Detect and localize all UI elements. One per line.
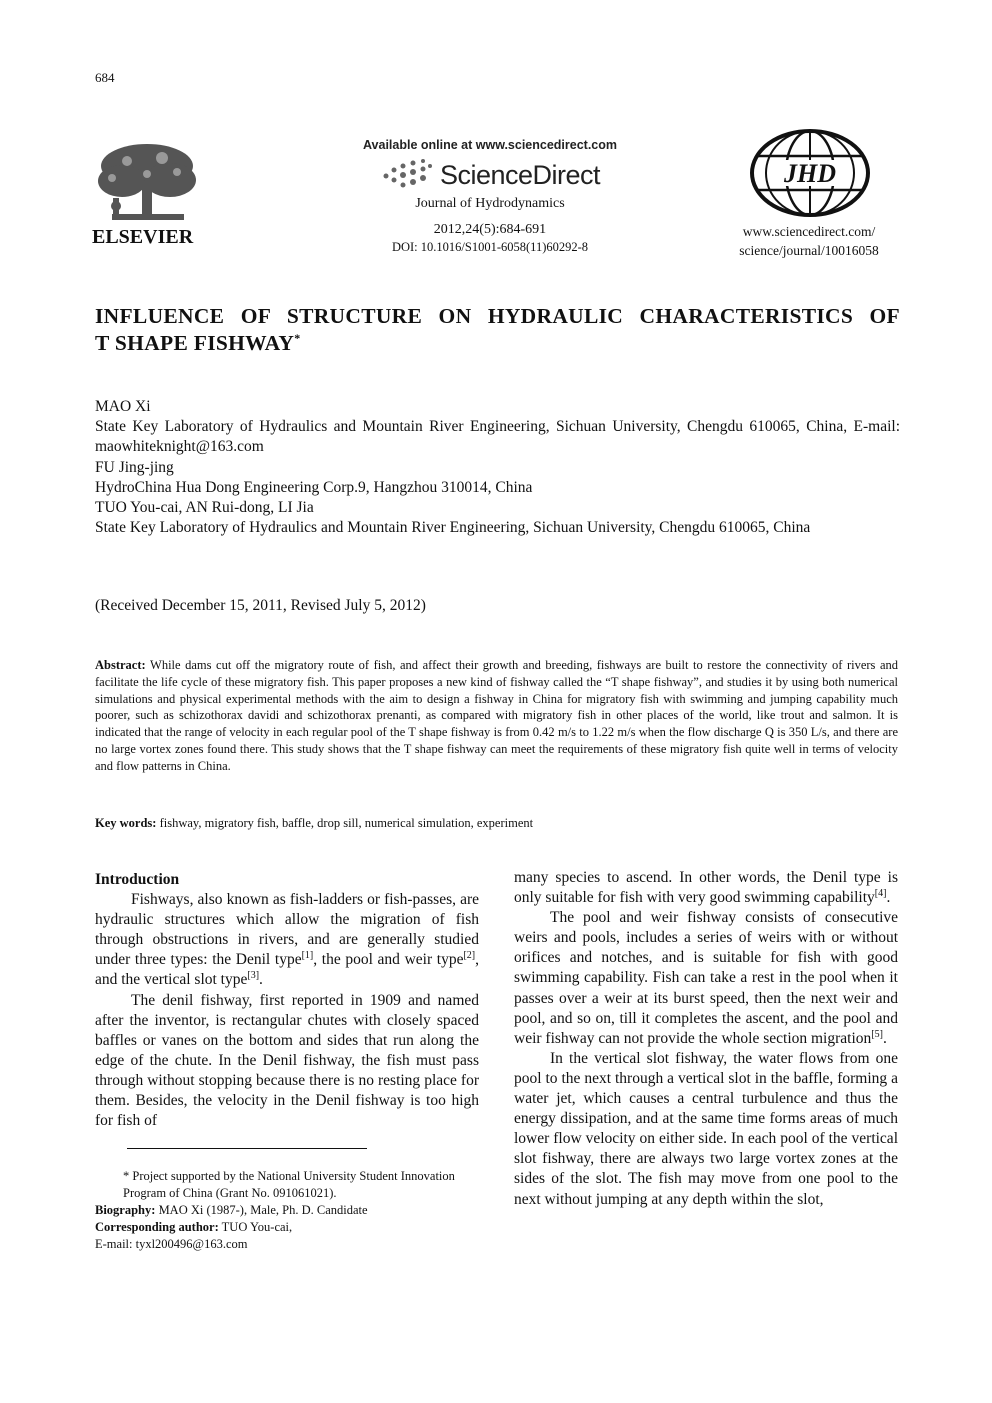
title-line2: T SHAPE FISHWAY bbox=[95, 331, 295, 355]
available-online: Available online at www.sciencedirect.com bbox=[362, 138, 618, 152]
author-list bbox=[95, 397, 900, 538]
jhd-url bbox=[718, 222, 900, 260]
doi: DOI: 10.1016/S1001-6058(11)60292-8 bbox=[391, 240, 589, 254]
paragraph: In the vertical slot fishway, the water flows from one pool to the next through a vertical slot in the baffle, forming a water jet, which causes a central turbulence and thus the energy dissipation, and at the same time forms areas of much lower flow velocity on either side. In each pool of the vertical slot fishway, there are always two large vortex zones at the sides of the slot. The fish may move from one pool to the next without jumping at any depth within the slot, bbox=[514, 1049, 898, 1208]
paragraph: Fishways, also known as fish-ladders or fish-passes, are hydraulic structures which allow the migration of fish through obstructions in rivers, and are generally studied under three types: the Denil type[1], the pool and weir type[2], and the vertical slot type[3]. bbox=[95, 891, 479, 989]
footnote-project: * Project supported by the National University Student Innovation Program of China (Grant No. 091061021). bbox=[123, 1169, 455, 1200]
title-line1: INFLUENCE OF STRUCTURE ON HYDRAULIC CHARACTERISTICS OF bbox=[95, 304, 900, 328]
biography-label: Biography: bbox=[95, 1203, 156, 1217]
journal-name: Journal of Hydrodynamics bbox=[415, 196, 565, 211]
paragraph: The pool and weir fishway consists of consecutive weirs and pools, includes a series of weirs with or without orifices and notches, and is suitable for fish with good swimming capability. Fish can take a rest in the pool when it passes over a weir at its burst speed, then the next weir and pool, and so on, till it completes the ascent, and the pool and weir fishway can not provide the whole section migration[5]. bbox=[514, 909, 898, 1047]
jhd-logo-text: JHD bbox=[784, 159, 836, 188]
body-left-column bbox=[95, 870, 479, 1131]
sciencedirect-wordmark: ScienceDirect bbox=[439, 159, 601, 190]
sciencedirect-dots-icon bbox=[380, 158, 434, 192]
author-2: FU Jing-jing bbox=[95, 458, 174, 476]
affiliation-3: State Key Laboratory of Hydraulics and Mountain River Engineering, Sichuan University, Chengdu 610065, China bbox=[95, 519, 811, 537]
body-right-column bbox=[514, 868, 898, 1210]
volume-info: 2012,24(5):684-691 bbox=[433, 222, 547, 237]
page-number: 684 bbox=[95, 70, 115, 85]
abstract-label: Abstract: bbox=[95, 658, 146, 672]
biography-text: MAO Xi (1987-), Male, Ph. D. Candidate bbox=[158, 1203, 368, 1217]
author-3: TUO You-cai, AN Rui-dong, LI Jia bbox=[95, 499, 314, 517]
keywords bbox=[95, 816, 898, 831]
abstract-text: While dams cut off the migratory route of fish, and affect their growth and breeding, fishways are built to restore the connectivity of rivers and facilitate the life cycle of these migratory fish. This paper proposes a new kind of fishway called the “T shape fishway”, and studies it by using both numerical simulations and physical experimental methods with the aim to design a fishway in China for migratory fish with swimming and jumping capability much poorer, such as schizothorax davidi and schizothorax prenanti, as compared with migratory fish in other places of the world, like trout and salmon. It is indicated that the range of velocity in each regular pool of the T shape fishway is from 0.42 m/s to 1.22 m/s when the flow discharge Q is 350 L/s, and there are no large vortex zones found there. This study shows that the T shape fishway can meet the requirements of these migratory fish quite well in terms of velocity and flow patterns in China. bbox=[95, 658, 898, 773]
citation: [1] bbox=[301, 950, 314, 962]
received-dates: (Received December 15, 2011, Revised July 5, 2012) bbox=[95, 597, 426, 614]
footnote bbox=[95, 1168, 479, 1253]
title-footnote-mark: * bbox=[294, 330, 301, 345]
corresponding-email: E-mail: tyxl200496@163.com bbox=[95, 1237, 248, 1251]
footnote-rule bbox=[127, 1148, 367, 1149]
paragraph: many species to ascend. In other words, the Denil type is only suitable for fish with very good swimming capability[4]. bbox=[514, 869, 898, 907]
corresponding-text: TUO You-cai, bbox=[221, 1220, 293, 1234]
jhd-url-line1: www.sciencedirect.com/ bbox=[742, 224, 876, 239]
jhd-globe-logo bbox=[748, 128, 872, 218]
elsevier-wordmark: ELSEVIER bbox=[92, 226, 194, 248]
abstract bbox=[95, 657, 898, 775]
keywords-label: Key words: bbox=[95, 816, 157, 830]
citation: [3] bbox=[247, 970, 260, 982]
citation: [5] bbox=[871, 1028, 883, 1040]
jhd-url-line2: science/journal/10016058 bbox=[739, 243, 879, 258]
section-heading: Introduction bbox=[95, 871, 180, 888]
keywords-text: fishway, migratory fish, baffle, drop sill, numerical simulation, experiment bbox=[159, 816, 534, 830]
corresponding-label: Corresponding author: bbox=[95, 1220, 219, 1234]
sciencedirect-block bbox=[330, 138, 650, 255]
paragraph: The denil fishway, first reported in 1909 and named after the inventor, is rectangular chutes with closely spaced baffles or vanes on the bottom and sides that run along the edge of the chute. In the Denil fishway, the fish must pass through without stopping because there is no resting place for them. Besides, the velocity in the Denil fishway is too high for fish of bbox=[95, 991, 479, 1130]
citation: [4] bbox=[874, 887, 887, 899]
paper-title bbox=[95, 303, 900, 357]
citation: [2] bbox=[463, 950, 476, 962]
affiliation-1: State Key Laboratory of Hydraulics and Mountain River Engineering, Sichuan University, Chengdu 610065, China, E-mail: maowhiteknight@163.com bbox=[95, 418, 900, 456]
author-1: MAO Xi bbox=[95, 398, 151, 415]
affiliation-2: HydroChina Hua Dong Engineering Corp.9, Hangzhou 310014, China bbox=[95, 478, 533, 496]
